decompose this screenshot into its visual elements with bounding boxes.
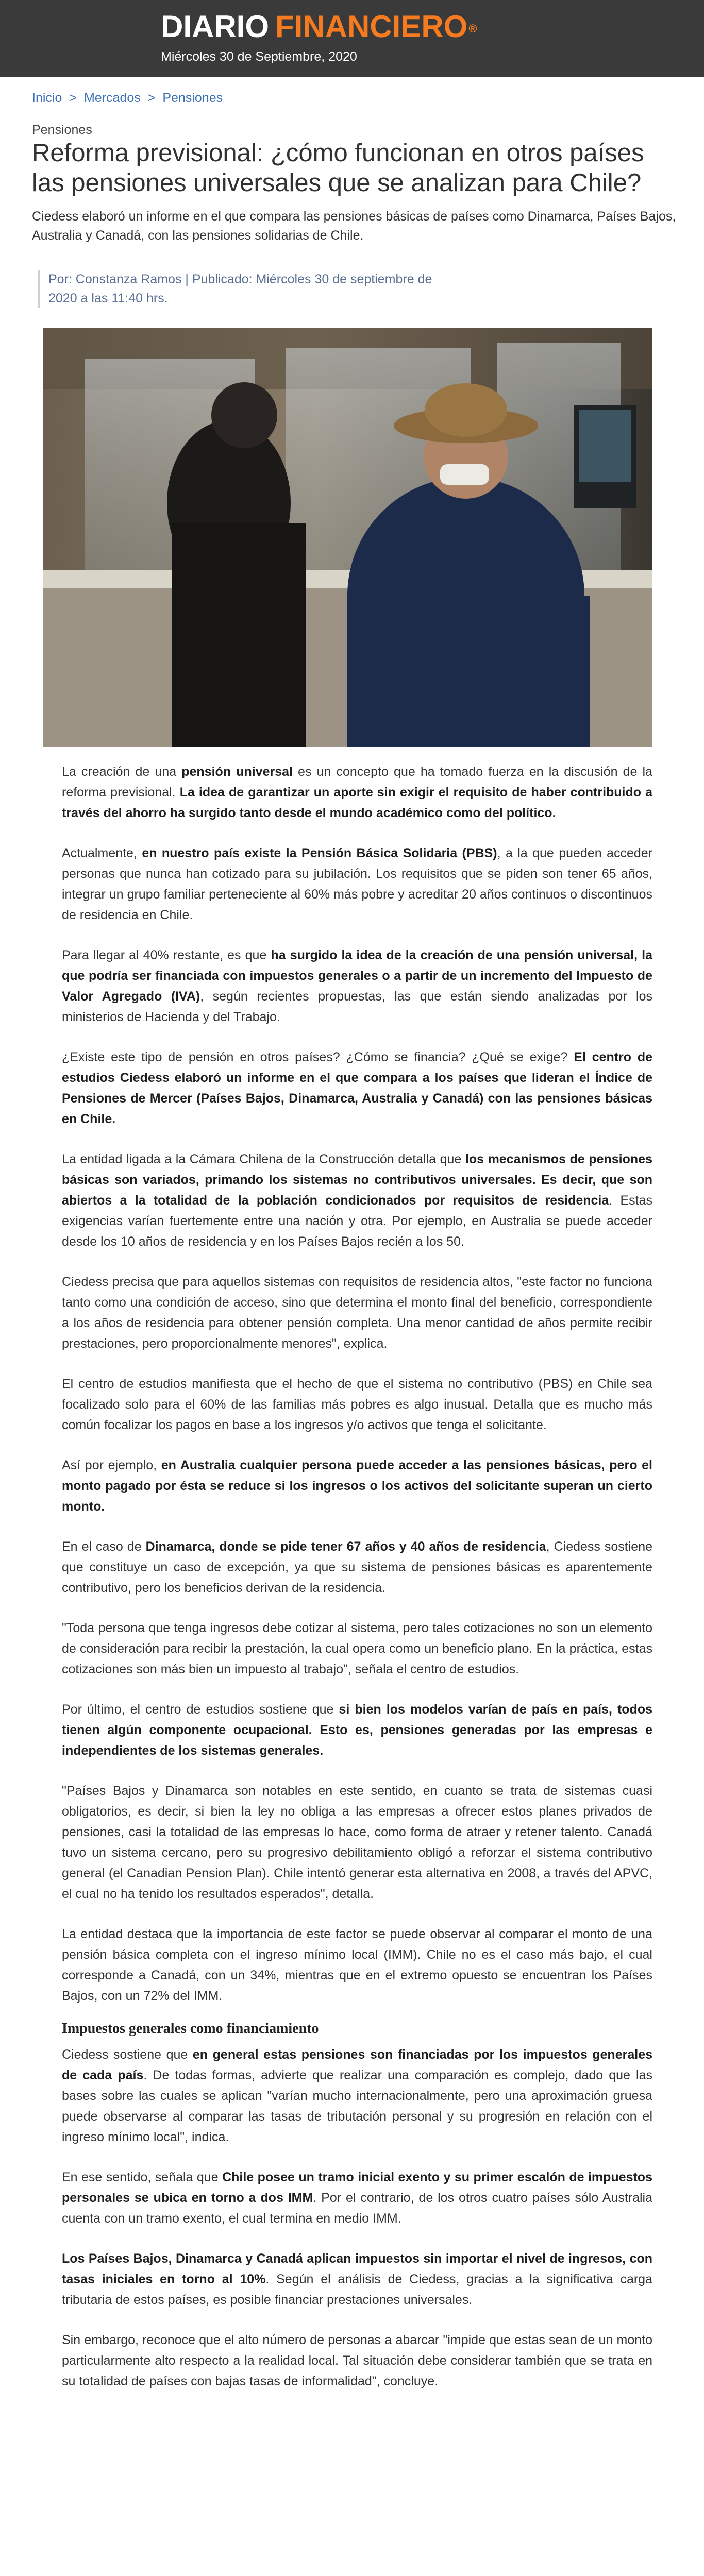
byline-text: Por: Constanza Ramos | Publicado: Miércoles 30 de septiembre de 2020 a las 11:40 hrs. (48, 272, 432, 306)
article-paragraph: Los Países Bajos, Dinamarca y Canadá aplican impuestos sin importar el nivel de ingresos, con tasas iniciales en torno al 10%. Según el análisis de Ciedess, gracias a la significativa carga tributaria de estos países, es posible financiar prestaciones universales. (62, 2251, 652, 2307)
emphasis-text: si bien los modelos varían de país en país, todos tienen algún componente ocupacional. Esto es, pensiones generadas por las empresas e independientes de los sistemas generales. (62, 1702, 652, 1758)
emphasis-text: en Australia cualquier persona puede acceder a las pensiones básicas, pero el monto pagado por ésta se reduce si los ingresos o los activos del solicitante superan un cierto monto. (62, 1458, 652, 1514)
logo-text-financiero: FINANCIERO (275, 9, 468, 44)
emphasis-text: Chile posee un tramo inicial exento y su primer escalón de impuestos personales se ubica en torno a dos IMM (62, 2170, 652, 2205)
hero-photo-illustration (43, 328, 652, 747)
article-paragraph: Ciedess precisa que para aquellos sistemas con requisitos de residencia altos, "este factor no funciona tanto como una condición de acceso, sino que determina el monto final del beneficio, correspondiente a los años de residencia para obtener pensión completa. Una menor cantidad de años permite recibir prestaciones, pero proporcionalmente menores", explica. (62, 1275, 652, 1351)
breadcrumb-item-pensiones[interactable]: Pensiones (162, 91, 223, 105)
article-paragraph: "Países Bajos y Dinamarca son notables en este sentido, en cuanto se trata de sistemas cuasi obligatorios, es decir, si bien la ley no obliga a las empresas a ofrecer estos planes privados de pensiones, casi la totalidad de las empresas lo hace, como forma de atraer y retener talento. Canadá tuvo un sistema cercano, pero su progresivo debilitamiento obligó a reforzar el sistema contributivo general (el Canadian Pension Plan). Chile intentó generar esta alternativa en 2008, a través del APVC, el cual no ha tenido los resultados esperados", detalla. (62, 1784, 652, 1901)
article-paragraph: Actualmente, en nuestro país existe la Pensión Básica Solidaria (PBS), a la que pueden acceder personas que nunca han cotizado para su jubilación. Los requisitos que se piden son tener 65 años, integrar un grupo familiar perteneciente al 60% más pobre y acreditar 20 años continuos o discontinuos de residencia en Chile. (62, 846, 652, 922)
emphasis-text: Los Países Bajos, Dinamarca y Canadá aplican impuestos sin importar el nivel de ingresos, con tasas iniciales en torno al 10% (62, 2251, 652, 2286)
emphasis-text: pensión universal (181, 765, 293, 779)
article-paragraph: Sin embargo, reconoce que el alto número de personas a abarcar "impide que estas sean de un monto particularmente alto respecto a la realidad local. Tal situación debe considerar también que se trata en su totalidad de países con bajas tasas de informalidad", concluye. (62, 2333, 652, 2388)
emphasis-text: ha surgido la idea de la creación de una pensión universal, la que podría ser financiada con impuestos generales o a partir de un incremento del Impuesto de Valor Agregado (IVA) (62, 948, 652, 1004)
emphasis-text: en general estas pensiones son financiadas por los impuestos generales de cada país (62, 2047, 652, 2082)
article-byline (38, 270, 450, 308)
logo-registered-mark: ® (468, 22, 477, 35)
article-paragraph: La entidad ligada a la Cámara Chilena de la Construcción detalla que los mecanismos de pensiones básicas son variados, primando los sistemas no contributivos universales. Es decir, que son abiertos a la totalidad de la población condicionados por requisitos de residencia. Estas exigencias varían fuertemente entre una nación y otra. Por ejemplo, en Australia se puede acceder desde los 10 años de residencia y en los Países Bajos recién a los 50. (62, 1152, 652, 1249)
breadcrumb-separator: > (147, 91, 156, 105)
breadcrumb (32, 91, 223, 106)
article-paragraph: En el caso de Dinamarca, donde se pide tener 67 años y 40 años de residencia, Ciedess sostiene que constituye un caso de excepción, ya que su sistema de pensiones básicas es aparentemente contributivo, pero los beneficios derivan de la residencia. (62, 1539, 653, 1595)
breadcrumb-item-mercados[interactable]: Mercados (83, 91, 141, 105)
emphasis-text: en nuestro país existe la Pensión Básica Solidaria (PBS) (142, 846, 497, 860)
breadcrumb-item-inicio[interactable]: Inicio (32, 91, 62, 105)
article-paragraph: Así por ejemplo, en Australia cualquier persona puede acceder a las pensiones básicas, pero el monto pagado por ésta se reduce si los ingresos o los activos del solicitante superan un cierto monto. (62, 1458, 652, 1514)
article-paragraph: "Toda persona que tenga ingresos debe cotizar al sistema, pero tales cotizaciones no son un elemento de consideración para recibir la prestación, la cual opera como un beneficio plano. En la práctica, estas cotizaciones son más bien un impuesto al trabajo", señala el centro de estudios. (62, 1621, 652, 1676)
article-paragraph: La entidad destaca que la importancia de este factor se puede observar al comparar el monto de una pensión básica completa con el ingreso mínimo local (IMM). Chile no es el caso más bajo, el cual corresponde a Canadá, con un 34%, mientras que en el extremo opuesto se encuentran los Países Bajos, con un 72% del IMM. (62, 1927, 652, 2003)
article-subheading: Impuestos generales como financiamiento (62, 2021, 319, 2037)
article-lead: Ciedess elaboró un informe en el que compara las pensiones básicas de países como Dinamarca, Países Bajos, Australia y Canadá, con las pensiones solidarias de Chile. (32, 209, 676, 243)
site-logo[interactable] (161, 11, 477, 42)
article-hero-photo (43, 328, 652, 747)
emphasis-text: El centro de estudios Ciedess elaboró un informe en el que compara a los países que lideran el Índice de Pensiones de Mercer (Países Bajos, Dinamarca, Australia y Canadá) con las pensiones básicas en Chile. (62, 1050, 652, 1126)
article-title: Reforma previsional: ¿cómo funcionan en otros países las pensiones universales que se analizan para Chile? (32, 139, 644, 197)
emphasis-text: los mecanismos de pensiones básicas son variados, primando los sistemas no contributivos universales. Es decir, que son abiertos a la totalidad de la población condicionados por requisitos de residencia (62, 1152, 652, 1208)
site-header (0, 0, 704, 77)
article-paragraph: El centro de estudios manifiesta que el hecho de que el sistema no contributivo (PBS) en Chile sea focalizado solo para el 60% de las familias más pobres es algo inusual. Detalla que es mucho más común focalizar los pagos en base a los ingresos y/o activos que tenga el solicitante. (62, 1377, 652, 1432)
article-paragraph: La creación de una pensión universal es un concepto que ha tomado fuerza en la discusión de la reforma previsional. La idea de garantizar un aporte sin exigir el requisito de haber contribuido a través del ahorro ha surgido tanto desde el mundo académico como del político. (62, 765, 652, 820)
article-paragraph: Por último, el centro de estudios sostiene que si bien los modelos varían de país en país, todos tienen algún componente ocupacional. Esto es, pensiones generadas por las empresas e independientes de los sistemas generales. (62, 1702, 652, 1758)
article-paragraph: ¿Existe este tipo de pensión en otros países? ¿Cómo se financia? ¿Qué se exige? El centro de estudios Ciedess elaboró un informe en el que compara a los países que lideran el Índice de Pensiones de Mercer (Países Bajos, Dinamarca, Australia y Canadá) con las pensiones básicas en Chile. (62, 1050, 652, 1126)
breadcrumb-separator: > (69, 91, 77, 105)
emphasis-text: Dinamarca, donde se pide tener 67 años y 40 años de residencia (145, 1539, 546, 1554)
logo-text-diario: DIARIO (161, 9, 269, 44)
article-paragraph: Ciedess sostiene que en general estas pensiones son financiadas por los impuestos generales de cada país. De todas formas, advierte que realizar una comparación es complejo, dado que las bases sobre las cuales se aplican "varían mucho internacionalmente, pero una aproximación gruesa puede observarse al comparar las tasas de tributación personal y su progresión en relación con el ingreso mínimo local", indica. (62, 2047, 652, 2144)
article-paragraph: En ese sentido, señala que Chile posee un tramo inicial exento y su primer escalón de impuestos personales se ubica en torno a dos IMM. Por el contrario, de los otros cuatro países sólo Australia cuenta con un tramo exento, el cual termina en medio IMM. (62, 2170, 653, 2226)
article-paragraph: Para llegar al 40% restante, es que ha surgido la idea de la creación de una pensión universal, la que podría ser financiada con impuestos generales o a partir de un incremento del Impuesto de Valor Agregado (IVA), según recientes propuestas, las que están siendo analizadas por los ministerios de Hacienda y del Trabajo. (62, 948, 652, 1024)
article-body (62, 761, 652, 2411)
emphasis-text: La idea de garantizar un aporte sin exigir el requisito de haber contribuido a través del ahorro ha surgido tanto desde el mundo académico como del político. (62, 785, 652, 820)
article-section-label: Pensiones (32, 123, 92, 137)
header-date: Miércoles 30 de Septiembre, 2020 (161, 49, 357, 64)
